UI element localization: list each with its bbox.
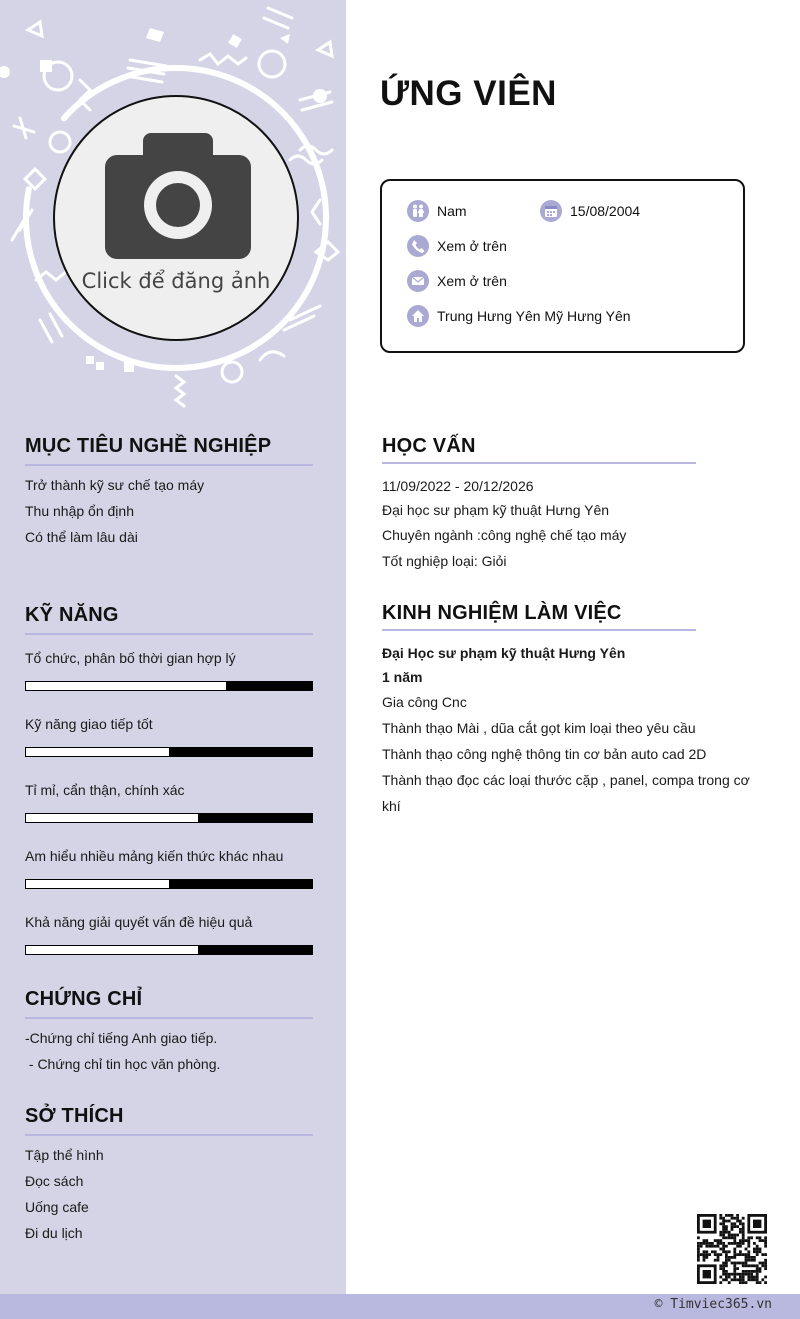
- qr-code-icon[interactable]: [697, 1214, 767, 1284]
- skill-bar: [25, 945, 313, 955]
- experience-title: KINH NGHIỆM LÀM VIỆC: [382, 602, 622, 624]
- skills-title: KỸ NĂNG: [25, 604, 119, 626]
- calendar-icon: [540, 200, 562, 222]
- skill-bar-level: [26, 946, 198, 954]
- email-row: [407, 270, 507, 292]
- home-icon: [407, 305, 429, 327]
- certificates-title: CHỨNG CHỈ: [25, 988, 143, 1010]
- hobbies-divider: [25, 1134, 313, 1136]
- hobby-item: Đọc sách: [25, 1173, 84, 1189]
- hobbies-title: SỞ THÍCH: [25, 1105, 124, 1127]
- upload-photo-label: Click để đăng ảnh: [81, 269, 271, 293]
- skill-bar-level: [26, 748, 169, 756]
- birthday-row: [540, 200, 640, 222]
- phone-value: Xem ở trên: [437, 238, 507, 254]
- copyright-text: © Timviec365.vn: [654, 1297, 772, 1312]
- objective-item: Có thể làm lâu dài: [25, 529, 138, 545]
- candidate-name: ỨNG VIÊN: [380, 74, 557, 113]
- hobby-item: Uống cafe: [25, 1199, 89, 1215]
- hobby-item: Tập thể hình: [25, 1147, 104, 1163]
- certificate-item: - Chứng chỉ tin học văn phòng.: [25, 1056, 221, 1072]
- skill-bar-level: [26, 880, 169, 888]
- skill-bar-level: [26, 682, 226, 690]
- skill-label: Khả năng giải quyết vấn đề hiệu quả: [25, 914, 253, 930]
- objective-title: MỤC TIÊU NGHỀ NGHIỆP: [25, 435, 272, 457]
- education-title: HỌC VẤN: [382, 435, 476, 457]
- contact-info-box: [380, 179, 745, 353]
- email-value: Xem ở trên: [437, 273, 507, 289]
- education-item: Tốt nghiệp loại: Giỏi: [382, 553, 507, 569]
- experience-company: Đại Học sư phạm kỹ thuật Hưng Yên: [382, 645, 626, 661]
- experience-item: Thành thạo đọc các loại thước cặp , panel, compa trong cơ: [382, 772, 750, 788]
- birthday-value: 15/08/2004: [570, 203, 641, 219]
- objective-item: Thu nhập ổn định: [25, 503, 134, 519]
- skill-label: Tỉ mỉ, cẩn thận, chính xác: [25, 782, 185, 798]
- skill-bar: [25, 813, 313, 823]
- skill-bar: [25, 747, 313, 757]
- footer: [0, 1294, 800, 1319]
- skill-label: Am hiểu nhiều mảng kiến thức khác nhau: [25, 848, 284, 864]
- phone-row: [407, 235, 507, 257]
- experience-item: Thành thạo Mài , dũa cắt gọt kim loại theo yêu cầu: [382, 720, 696, 736]
- education-divider: [382, 462, 696, 464]
- skill-bar: [25, 879, 313, 889]
- objective-item: Trở thành kỹ sư chế tạo máy: [25, 477, 205, 493]
- education-item: Chuyên ngành :công nghệ chế tạo máy: [382, 527, 627, 543]
- skill-label: Tổ chức, phân bố thời gian hợp lý: [25, 650, 236, 666]
- skill-bar: [25, 681, 313, 691]
- certificate-item: -Chứng chỉ tiếng Anh giao tiếp.: [25, 1030, 218, 1046]
- skills-divider: [25, 633, 313, 635]
- hobby-item: Đi du lịch: [25, 1225, 83, 1241]
- sidebar: [0, 0, 346, 1294]
- objective-divider: [25, 464, 313, 466]
- gender-value: Nam: [437, 203, 467, 219]
- avatar-upload[interactable]: [53, 95, 299, 341]
- education-item: 11/09/2022 - 20/12/2026: [382, 478, 534, 494]
- address-row: [407, 305, 631, 327]
- address-value: Trung Hưng Yên Mỹ Hưng Yên: [437, 308, 631, 324]
- experience-item: Thành thạo công nghệ thông tin cơ bản auto cad 2D: [382, 746, 707, 762]
- gender-icon: [407, 200, 429, 222]
- skill-bar-level: [26, 814, 198, 822]
- experience-divider: [382, 629, 696, 631]
- certificates-divider: [25, 1017, 313, 1019]
- education-item: Đại học sư phạm kỹ thuật Hưng Yên: [382, 502, 610, 518]
- mail-icon: [407, 270, 429, 292]
- experience-item: Gia công Cnc: [382, 694, 467, 710]
- experience-duration: 1 năm: [382, 669, 423, 685]
- phone-icon: [407, 235, 429, 257]
- experience-item: khí: [382, 798, 401, 814]
- skill-label: Kỹ năng giao tiếp tốt: [25, 716, 153, 732]
- camera-icon: [105, 133, 251, 259]
- gender-row: [407, 200, 467, 222]
